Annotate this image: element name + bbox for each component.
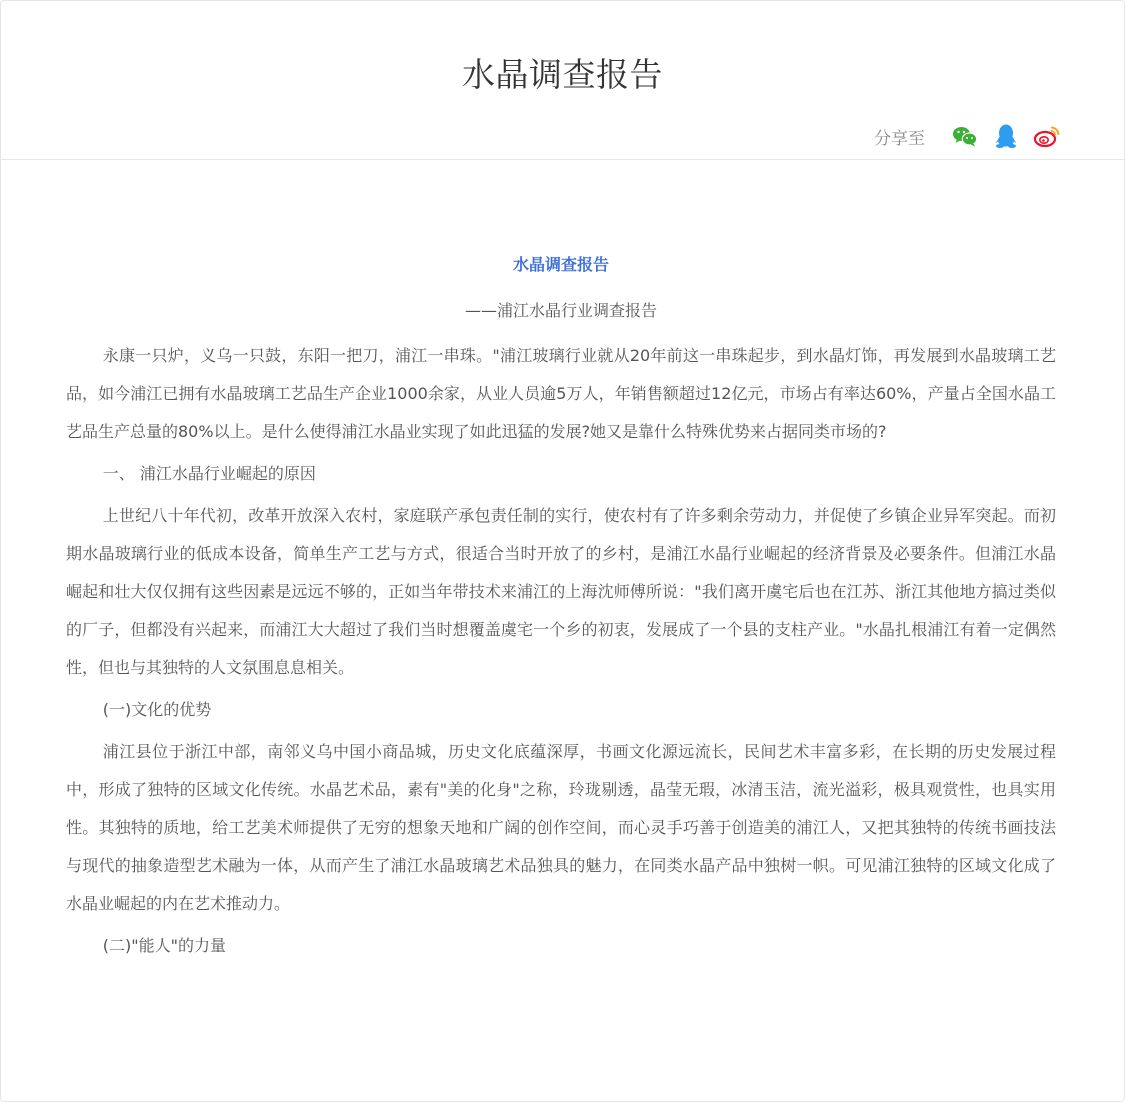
paragraph-reasons: 上世纪八十年代初，改革开放深入农村，家庭联产承包责任制的实行，使农村有了许多剩余劳动力，并促使了乡镇企业异军突起。而初期水晶玻璃行业的低成本设备，简单生产工艺与方式，很适合当时开放了的乡村，是浦江水晶行业崛起的经济背景及必要条件。但浦江水晶崛起和壮大仅仅拥有这些因素是远远不够的，正如当年带技术来浦江的上海沈师傅所说："我们离开虞宅后也在江苏、浙江其他地方搞过类似的厂子，但都没有兴起来，而浦江大大超过了我们当时想覆盖虞宅一个乡的初衷，发展成了一个县的支柱产业。"水晶扎根浦江有着一定偶然性，但也与其独特的人文氛围息息相关。 bbox=[66, 506, 1056, 677]
subsection-heading-culture: (一)文化的优势 bbox=[102, 700, 212, 719]
weibo-icon[interactable] bbox=[1032, 121, 1062, 151]
section-heading-1: 一、 浦江水晶行业崛起的原因 bbox=[102, 464, 316, 483]
share-bar bbox=[874, 121, 1062, 151]
article-subtitle: ——浦江水晶行业调查报告 bbox=[464, 301, 657, 320]
paragraph-intro: 永康一只炉，义乌一只鼓，东阳一把刀，浦江一串珠。"浦江玻璃行业就从20年前这一串珠起步，到水晶灯饰，再发展到水晶玻璃工艺品，如今浦江已拥有水晶玻璃工艺品生产企业1000余家，从业人员逾5万人，年销售额超过12亿元，市场占有率达60%，产量占全国水晶工艺品生产总量的80%以上。是什么使得浦江水晶业实现了如此迅猛的发展?她又是靠什么特殊优势来占据同类市场的? bbox=[66, 346, 1056, 441]
qq-icon[interactable] bbox=[991, 121, 1021, 151]
page-title: 水晶调查报告 bbox=[462, 55, 663, 94]
paragraph-culture: 浦江县位于浙江中部，南邻义乌中国小商品城，历史文化底蕴深厚，书画文化源远流长，民间艺术丰富多彩，在长期的历史发展过程中，形成了独特的区域文化传统。水晶艺术品，素有"美的化身"之称，玲珑剔透，晶莹无瑕，冰清玉洁，流光溢彩，极具观赏性，也具实用性。其独特的质地，给工艺美术师提供了无穷的想象天地和广阔的创作空间，而心灵手巧善于创造美的浦江人，又把其独特的传统书画技法与现代的抽象造型艺术融为一体，从而产生了浦江水晶玻璃艺术品独具的魅力，在同类水晶产品中独树一帜。可见浦江独特的区域文化成了水晶业崛起的内在艺术推动力。 bbox=[66, 742, 1056, 913]
article-header bbox=[1, 1, 1124, 160]
subsection-heading-talent: (二)"能人"的力量 bbox=[102, 936, 227, 955]
share-label: 分享至 bbox=[874, 128, 925, 149]
article-title: 水晶调查报告 bbox=[512, 255, 609, 274]
wechat-icon[interactable] bbox=[950, 121, 980, 151]
article-body bbox=[66, 245, 1056, 969]
